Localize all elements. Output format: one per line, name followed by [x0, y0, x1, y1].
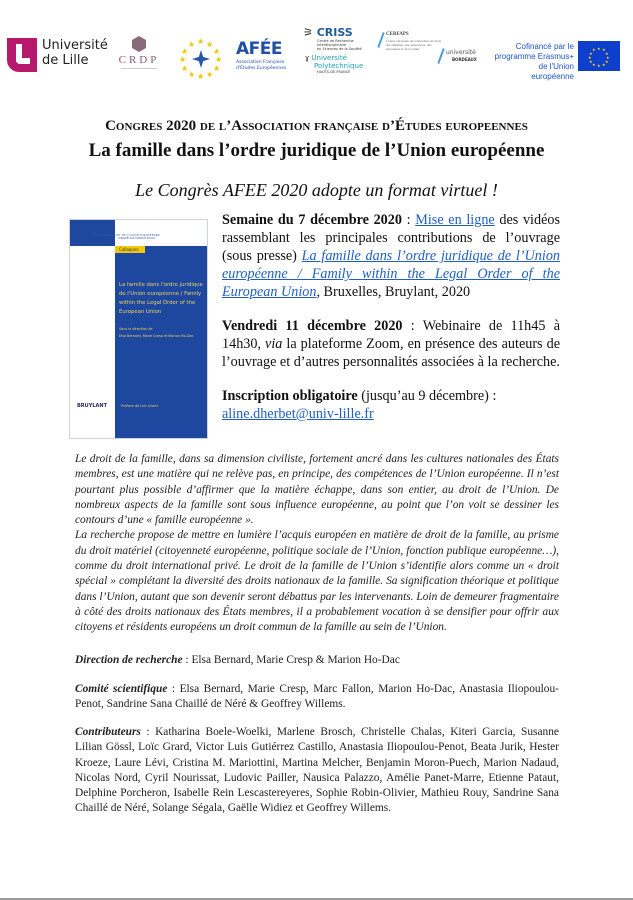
registration-deadline: (jusqu’au 9 décembre) : — [357, 388, 497, 404]
bordeaux-line1: université — [446, 49, 476, 56]
crdp-logo — [113, 36, 165, 86]
registration-label: Inscription obligatoire — [222, 388, 358, 404]
upoly-line1: Université — [311, 54, 347, 62]
virtual-format-subtitle: Le Congrès AFEE 2020 adopte un format virtuel ! — [135, 180, 498, 200]
partner-logos-bar — [0, 26, 633, 92]
criss-subtitle-line3: en Sciences de la Société — [317, 47, 362, 51]
event-week-publisher: , Bruxelles, Bruylant, 2020 — [316, 284, 471, 300]
bruylant-publisher-logo: BRUYLANT — [77, 403, 107, 409]
universite-de-lille-mark-icon — [7, 38, 37, 72]
cover-collection-line2: DIRIGÉE PAR FABRICE PICOD — [118, 237, 156, 240]
upoly-line2: Polytechnique — [314, 62, 364, 70]
cerfaps-slash-icon — [377, 32, 384, 48]
criss-bird-icon: ⚞ — [303, 26, 313, 39]
universite-de-lille-logo — [7, 38, 107, 74]
contributeurs-separator: : — [140, 726, 156, 738]
eu-flag-icon: ★ ★ ★ ★ ★ ★ ★ ★ ★ ★ ★ ★ — [578, 41, 620, 71]
comite-scientifique — [75, 682, 559, 713]
contributeurs-names: Katharina Boele-Woelki, Marlene Brosch, Christelle Chalas, Kiteri Garcia, Susanne Lilian Gössl, Loïc Grard, Victor Luis Gutiérrez Castillo, Anastasia Iliopoulou-Penot, Beata Jurik, Hester Kroeze, Laure Lévi, Cristina M. Mariottini, Martina Melcher, Benjamin Moron-Puech, Marion Nadaud, Nicolas Nord, Cyril Nourissat, Ludovic Pailler, Nausica Palazzo, Amélie Panet-Marre, Etienne Pataut, Delphine Porcheron, Isabelle Rein Lescastereyeres, Sophie Robin-Olivier, Mathieu Rouy, Sandrine Sana Chaillé de Néré, Solange Ségala, Gaëlle Widiez et Geoffrey Willems. — [75, 726, 559, 815]
cover-title: La famille dans l'ordre juridique de l'Union européenne / Family within the Legal Order of the European Union — [119, 282, 203, 315]
abstract-paragraph-2: La recherche propose de mettre en lumière l’acquis européen en matière de droit de la famille, au prisme du droit matériel (citoyenneté européenne, politique sociale de l’Union, fonction publique européenne…), comme du droit international privé. Le droit de la famille de l’Union s’identifie alors comme un « droit spécial » complétant la diversité des droits nationaux de la famille. Sa signification théorique et politique dans l’Union, autant que son devenir seront débattus par les intervenants. Loin de demeurer fragmentaire à côté des droits nationaux des États membres, il a probablement vocation à se densifier pour offrir aux citoyens et résidents européens un droit commun de la famille au sein de l’Union. — [75, 529, 559, 634]
direction-names: Elsa Bernard, Marie Cresp & Marion Ho-Dac — [191, 654, 400, 666]
afee-name: AFÉE — [236, 39, 282, 59]
direction-label: Direction de recherche — [75, 654, 183, 666]
congres-heading: Congres 2020 de l’Association française d’Études europeennes — [105, 118, 528, 134]
event-info — [222, 211, 560, 439]
erasmus-cofinance-text — [494, 42, 574, 81]
universite-bordeaux-logo — [440, 48, 484, 68]
afee-subtitle-line2: d'Études Européennes — [236, 65, 287, 71]
contributeurs-label: Contributeurs — [75, 726, 141, 738]
bordeaux-line2: BORDEAUX — [452, 57, 477, 62]
criss-logo — [303, 26, 378, 88]
criss-subtitle-line1: Centre de Recherche — [317, 39, 354, 43]
book-title-link[interactable]: La famille dans l’ordre juridique de l’Union européenne / Family within the Legal Order of the European Union — [222, 248, 561, 300]
cover-colloques-tag: Colloques — [115, 246, 145, 253]
event-week-label: Semaine du 7 décembre 2020 — [222, 212, 402, 228]
event-week-separator: : — [401, 212, 416, 228]
cover-preface: Préface de Loïc Grard — [121, 404, 158, 408]
erasmus-line3: de l'Union européenne — [531, 62, 574, 81]
comite-label: Comité scientifique — [75, 683, 168, 695]
webinar-text2: la plateforme Zoom, en présence des auteurs de l’ouvrage et d’autres personnalités associées à la recherche. — [222, 336, 560, 370]
afee-subtitle-line1: Association Française — [236, 60, 285, 65]
erasmus-line2: programme Erasmus+ — [494, 52, 574, 61]
upoly-mark-icon: ɣ — [305, 54, 310, 62]
registration-paragraph — [222, 387, 560, 423]
cover-blue-block-main — [115, 246, 208, 439]
crdp-name: CRDP — [118, 54, 160, 66]
criss-name: CRISS — [316, 26, 353, 39]
cover-direction-names: Elsa Bernard, Marie Cresp et Marion Ho-Dac — [119, 333, 194, 338]
erasmus-line1: Cofinancé par le — [515, 42, 574, 51]
direction-separator: : — [182, 654, 192, 666]
cover-blue-block-top — [70, 220, 115, 246]
cerfaps-name: CERFAPS — [386, 32, 409, 37]
cerfaps-subtitle: Centre européen de recherches en droit des familles, des assurances, des personnes et de la santé — [386, 39, 441, 51]
upoly-line3: HAUTS-DE-FRANCE — [317, 70, 351, 74]
book-cover-image — [69, 219, 208, 439]
afee-stars-logo — [180, 38, 222, 80]
comite-separator: : — [167, 683, 180, 695]
cover-collection-line1: COLLECTION DROIT DE L'UNION EUROPÉENNE — [92, 234, 160, 237]
event-week-text: des vidéos rassemblant les principales contributions de l’ouvrage (sous presse) — [222, 212, 560, 264]
universite-de-lille-line1: Université — [42, 38, 108, 53]
crdp-subtitle-rule — [121, 68, 157, 72]
abstract-paragraph-1: Le droit de la famille, dans sa dimension civiliste, fortement ancré dans les cultures nationales des États membres, est une matière qui ne relève pas, en principe, des compétences de l’Union européenne. Il n’est pourtant plus possible d’affirmer que la matière échappe, dans son entier, au droit de l’Union. De nombreux aspects de la famille sont sous influence européenne, au point que l’on voit se dessiner les contours d’une « famille européenne ». — [75, 453, 559, 527]
eu-stars-ring-icon: ★ ★ ★ ★ ★ ★ ★ ★ ★ ★ ★ ★ — [179, 37, 223, 81]
cover-direction-label: Sous la direction de — [119, 327, 153, 331]
criss-subtitle-line2: Interdisciplinaire — [317, 43, 347, 47]
contributeurs — [75, 725, 559, 817]
webinar-via: via — [265, 336, 283, 352]
registration-email-link[interactable]: aline.dherbet@univ-lille.fr — [222, 406, 374, 422]
event-week-paragraph — [222, 211, 560, 301]
universite-polytechnique-logo — [305, 54, 378, 70]
universite-de-lille-line2: de Lille — [42, 53, 89, 68]
webinar-date-label: Vendredi 11 décembre 2020 — [222, 318, 403, 334]
mise-en-ligne-link[interactable]: Mise en ligne — [415, 212, 495, 228]
comite-names: Elsa Bernard, Marie Cresp, Marc Fallon, Marion Ho-Dac, Anastasia Iliopoulou-Penot, Sandrine Sana Chaillé de Néré & Geoffrey Willems. — [75, 683, 559, 711]
webinar-text1: : Webinaire de 11h45 à 14h30, — [222, 318, 560, 352]
afee-logo — [236, 40, 296, 76]
crdp-cube-icon — [132, 36, 146, 52]
webinar-paragraph — [222, 317, 560, 371]
abstract — [75, 452, 559, 636]
direction-de-recherche — [75, 653, 559, 668]
page-title: La famille dans l’ordre juridique de l’Union européenne — [88, 140, 545, 161]
